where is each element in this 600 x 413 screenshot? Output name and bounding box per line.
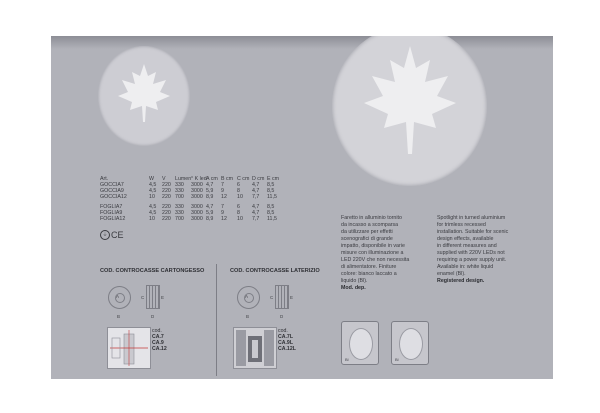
table-cell: 330: [175, 204, 184, 210]
table-cell: 4,7: [252, 204, 260, 210]
table-cell: 7,7: [252, 194, 260, 200]
table-cell: FOGLIA12: [100, 216, 126, 222]
registered-note: Registered design.: [437, 278, 485, 284]
table-cell: GOCCIA12: [100, 194, 127, 200]
description-text: Faretto in alluminio tornito da incasso a scomparsa da utilizzare per effetti scenografici di grande impatto, disponibile in varie misure con illuminazione a LED 220V che non necessita di alimentatore. Finiture colore: bianco laccato a liquido (Bl).: [341, 215, 410, 284]
table-cell: 3000: [191, 204, 203, 210]
product-oval-small: [98, 46, 190, 146]
table-cell: 11,5: [267, 194, 277, 200]
header-cell: B cm: [221, 176, 234, 182]
section-drawing-icon: [108, 328, 150, 368]
table-cell: 4,5: [149, 182, 157, 188]
table-cell: 330: [175, 210, 184, 216]
code-item: CA.7L: [278, 334, 293, 340]
table-cell: 220: [162, 210, 171, 216]
table-cell: 7: [221, 182, 224, 188]
table-cell: 330: [175, 182, 184, 188]
code-item: CA.12: [152, 346, 167, 352]
dim-label: B: [246, 314, 250, 319]
table-cell: 220: [162, 216, 171, 222]
header-cell: W: [149, 176, 154, 182]
box-side-diagram: [146, 285, 160, 309]
table-cell: 8,5: [267, 204, 275, 210]
header-cell: D cm: [252, 176, 265, 182]
code-item: CA.9L: [278, 340, 293, 346]
table-cell: 10: [149, 194, 155, 200]
table-cell: 220: [162, 194, 171, 200]
section-divider: [216, 264, 217, 376]
table-cell: 4,7: [252, 188, 260, 194]
table-cell: GOCCIA7: [100, 182, 124, 188]
table-cell: 220: [162, 188, 171, 194]
dim-label: C: [270, 295, 274, 300]
box-side-diagram: [275, 285, 289, 309]
table-row: [100, 194, 280, 200]
table-row: [100, 216, 280, 222]
table-cell: 3000: [191, 188, 203, 194]
table-cell: 4,7: [252, 182, 260, 188]
hole-diagram: [237, 286, 260, 309]
code-item: CA.7: [152, 334, 164, 340]
catalog-sheet: [51, 36, 553, 379]
leaf-shape: [399, 328, 423, 360]
ce-mark: CE: [111, 230, 124, 240]
code-label: cod.: [152, 328, 162, 334]
header-cell: Art.: [100, 176, 109, 182]
table-cell: 9: [221, 188, 224, 194]
table-cell: 3000: [191, 194, 203, 200]
table-body: [100, 182, 280, 222]
table-cell: 6: [237, 204, 240, 210]
hole-diagram: [108, 286, 131, 309]
table-cell: 4,7: [252, 210, 260, 216]
dim-label: B: [117, 314, 121, 319]
table-cell: 8: [237, 210, 240, 216]
table-cell: 8,5: [267, 182, 275, 188]
table-cell: GOCCIA9: [100, 188, 124, 194]
table-cell: 4,7: [206, 182, 214, 188]
dim-label: D: [151, 314, 155, 319]
install-diagram: [107, 327, 151, 369]
finish-label: Bl: [395, 357, 399, 362]
table-cell: 5,9: [206, 210, 214, 216]
description-italian: [341, 215, 441, 292]
maple-leaf-icon: [332, 36, 487, 186]
maple-leaf-icon: [98, 46, 190, 146]
table-cell: 3000: [191, 210, 203, 216]
finish-label: Bl: [345, 357, 349, 362]
header-cell: Lumen: [175, 176, 192, 182]
table-cell: 700: [175, 216, 184, 222]
table-cell: 3000: [191, 216, 203, 222]
install-diagram: [233, 327, 277, 369]
table-cell: 10: [237, 216, 243, 222]
finish-thumbnail: [391, 321, 429, 365]
table-cell: 220: [162, 204, 171, 210]
table-cell: 10: [237, 194, 243, 200]
table-cell: 8,5: [267, 210, 275, 216]
spec-table: [100, 176, 280, 222]
code-label: cod.: [278, 328, 288, 334]
table-cell: 11,5: [267, 216, 277, 222]
table-cell: 6: [237, 182, 240, 188]
table-cell: 330: [175, 188, 184, 194]
dim-label: A: [245, 294, 249, 299]
header-cell: A cm: [206, 176, 218, 182]
cartongesso-title: COD. CONTROCASSE CARTONGESSO: [100, 268, 205, 274]
table-cell: 3000: [191, 182, 203, 188]
table-cell: FOGLIA9: [100, 210, 123, 216]
codes-laterizio: [278, 328, 296, 352]
table-cell: 8,9: [206, 216, 214, 222]
registered-note: Mod. dep.: [341, 285, 366, 291]
table-cell: 700: [175, 194, 184, 200]
product-oval-large: [332, 36, 487, 186]
table-cell: 5,9: [206, 188, 214, 194]
table-cell: 7: [221, 204, 224, 210]
table-cell: FOGLIA7: [100, 204, 123, 210]
table-cell: 4,5: [149, 188, 157, 194]
table-cell: 8: [237, 188, 240, 194]
table-cell: 7,7: [252, 216, 260, 222]
dim-label: C: [141, 295, 145, 300]
brick-section-icon: [234, 328, 276, 368]
header-cell: E cm: [267, 176, 280, 182]
dim-label: A: [116, 294, 120, 299]
dim-label: E: [161, 295, 165, 300]
table-cell: 4,5: [149, 204, 157, 210]
code-item: CA.9: [152, 340, 164, 346]
table-cell: 8,5: [267, 188, 275, 194]
finish-thumbnail: [341, 321, 379, 365]
laterizio-title: COD. CONTROCASSE LATERIZIO: [230, 268, 320, 274]
table-cell: 10: [149, 216, 155, 222]
drop-shape: [349, 328, 373, 360]
header-cell: ° K led: [191, 176, 207, 182]
codes-cartongesso: [152, 328, 167, 352]
certification-mark: [100, 230, 124, 240]
dim-label: E: [290, 295, 294, 300]
code-item: CA.12L: [278, 346, 296, 352]
description-english: [437, 215, 547, 285]
table-cell: 9: [221, 210, 224, 216]
table-cell: 12: [221, 216, 227, 222]
table-cell: 8,9: [206, 194, 214, 200]
table-cell: 12: [221, 194, 227, 200]
table-cell: 220: [162, 182, 171, 188]
ground-symbol-icon: ⏚: [100, 230, 110, 240]
dim-label: D: [280, 314, 284, 319]
header-cell: C cm: [237, 176, 250, 182]
table-cell: 4,7: [206, 204, 214, 210]
table-cell: 4,5: [149, 210, 157, 216]
header-cell: V: [162, 176, 166, 182]
description-text: Spotlight in turned aluminium for trimless recessed installation. Suitable for scenic design effects, available in different measures and supplied with 220V LEDs not requiring a power supply unit. Available in: white liquid enamel (Bl).: [437, 215, 509, 277]
